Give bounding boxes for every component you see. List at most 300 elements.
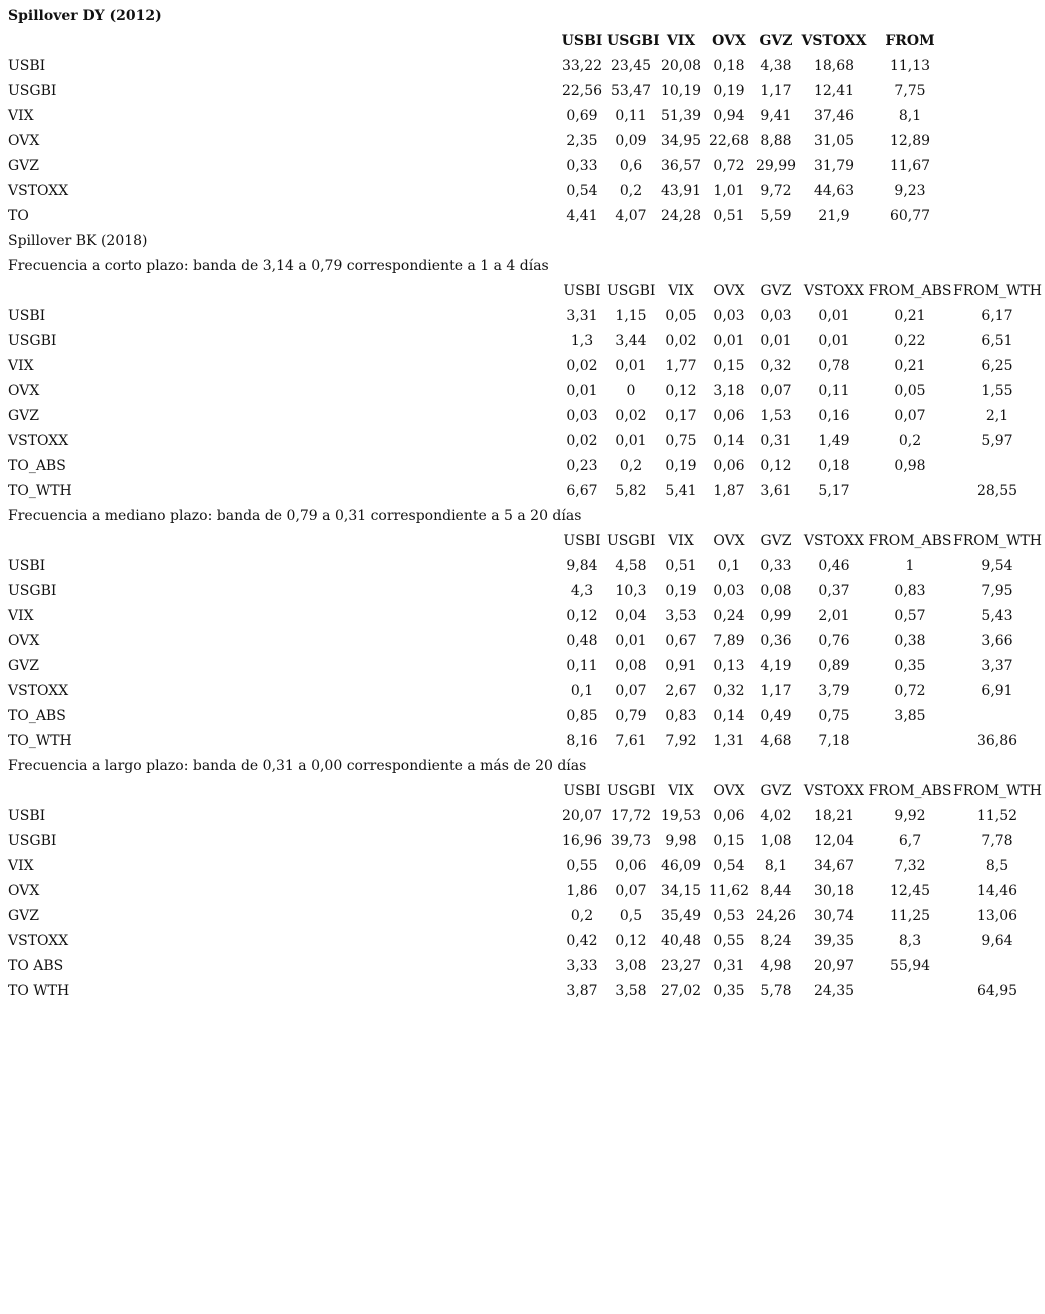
table-cell: 0,42 bbox=[566, 933, 598, 949]
table-cell: 0,54 bbox=[713, 858, 745, 874]
table-cell: 0,75 bbox=[665, 433, 697, 449]
row-label: VIX bbox=[8, 858, 34, 874]
table-cell: 4,3 bbox=[570, 583, 594, 599]
table-cell: 6,91 bbox=[981, 683, 1013, 699]
table-cell: 6,7 bbox=[898, 833, 922, 849]
table-cell: 0,32 bbox=[760, 358, 792, 374]
table-cell: 6,17 bbox=[981, 308, 1013, 324]
spillover-sheet bbox=[0, 4, 1045, 1004]
table-cell: 6,51 bbox=[981, 333, 1013, 349]
bk-title-row bbox=[0, 229, 1045, 254]
table-cell: 36,57 bbox=[660, 158, 702, 174]
table-cell bbox=[868, 979, 952, 1004]
table-cell: 22,56 bbox=[561, 83, 603, 99]
table-cell: 0,02 bbox=[665, 333, 697, 349]
table-cell: 0,1 bbox=[717, 558, 741, 574]
dy-title: Spillover DY (2012) bbox=[8, 8, 162, 24]
table-cell: 0,14 bbox=[713, 708, 745, 724]
row-label: VSTOXX bbox=[8, 433, 69, 449]
column-header: VIX bbox=[668, 283, 694, 299]
table-cell: 0,1 bbox=[570, 683, 594, 699]
section-title: Frecuencia a mediano plazo: banda de 0,79 a 0,31 correspondiente a 5 a 20 días bbox=[8, 508, 582, 524]
table-cell: 14,46 bbox=[976, 883, 1018, 899]
table-cell: 11,67 bbox=[889, 158, 931, 174]
table-cell: 1,49 bbox=[818, 433, 850, 449]
table-cell: 9,54 bbox=[981, 558, 1013, 574]
table-cell: 7,95 bbox=[981, 583, 1013, 599]
table-cell: 7,89 bbox=[713, 633, 745, 649]
table-cell: 9,23 bbox=[894, 183, 926, 199]
table-cell: 1,08 bbox=[760, 833, 792, 849]
table-cell: 55,94 bbox=[889, 958, 931, 974]
table-cell: 0,01 bbox=[818, 308, 850, 324]
table-cell: 5,43 bbox=[981, 608, 1013, 624]
table-cell bbox=[953, 454, 1041, 479]
column-header: USBI bbox=[563, 283, 601, 299]
table-cell: 0,57 bbox=[894, 608, 926, 624]
table-cell: 0,14 bbox=[713, 433, 745, 449]
table-cell: 3,31 bbox=[566, 308, 598, 324]
table-cell: 0,07 bbox=[760, 383, 792, 399]
table-cell: 6,25 bbox=[981, 358, 1013, 374]
table-row bbox=[0, 954, 1045, 979]
table-cell bbox=[868, 729, 952, 754]
section-title: Frecuencia a corto plazo: banda de 3,14 a 0,79 correspondiente a 1 a 4 días bbox=[8, 258, 549, 274]
column-header: OVX bbox=[712, 33, 746, 49]
column-header: USGBI bbox=[607, 283, 656, 299]
table-cell: 4,02 bbox=[760, 808, 792, 824]
table-row bbox=[0, 354, 1045, 379]
column-header: USGBI bbox=[607, 33, 660, 49]
section-title-row bbox=[0, 754, 1045, 779]
column-header: FROM_WTH bbox=[953, 283, 1043, 299]
table-row bbox=[0, 804, 1045, 829]
table-cell: 1,3 bbox=[570, 333, 594, 349]
table-row bbox=[0, 629, 1045, 654]
column-header: VIX bbox=[668, 783, 694, 799]
table-cell: 5,59 bbox=[760, 208, 792, 224]
table-row bbox=[0, 454, 1045, 479]
table-cell: 12,45 bbox=[889, 883, 931, 899]
table-cell: 8,44 bbox=[760, 883, 792, 899]
column-header: VIX bbox=[666, 33, 696, 49]
table-cell: 12,89 bbox=[889, 133, 931, 149]
row-label: GVZ bbox=[8, 158, 40, 174]
table-cell: 22,68 bbox=[708, 133, 750, 149]
table-cell: 0,08 bbox=[615, 658, 647, 674]
table-cell: 0,06 bbox=[615, 858, 647, 874]
table-cell: 2,35 bbox=[566, 133, 598, 149]
table-cell: 8,88 bbox=[760, 133, 792, 149]
section-title: Frecuencia a largo plazo: banda de 0,31 a 0,00 correspondiente a más de 20 días bbox=[8, 758, 587, 774]
row-label: GVZ bbox=[8, 658, 40, 674]
table-cell: 30,74 bbox=[813, 908, 855, 924]
table-cell: 5,78 bbox=[760, 983, 792, 999]
table-cell: 8,5 bbox=[985, 858, 1009, 874]
table-cell: 39,73 bbox=[610, 833, 652, 849]
table-row bbox=[0, 79, 1045, 104]
table-cell: 3,66 bbox=[981, 633, 1013, 649]
column-header: FROM_WTH bbox=[953, 533, 1043, 549]
table-cell: 0,11 bbox=[615, 108, 647, 124]
table-row bbox=[0, 854, 1045, 879]
table-cell: 0,85 bbox=[566, 708, 598, 724]
table-cell: 9,98 bbox=[665, 833, 697, 849]
column-header: GVZ bbox=[760, 783, 792, 799]
table-cell: 0,32 bbox=[713, 683, 745, 699]
table-cell: 0,46 bbox=[818, 558, 850, 574]
table-cell: 0,75 bbox=[818, 708, 850, 724]
table-cell bbox=[953, 704, 1041, 729]
table-cell: 0,19 bbox=[665, 583, 697, 599]
table-row bbox=[0, 329, 1045, 354]
table-row bbox=[0, 429, 1045, 454]
table-cell: 0,31 bbox=[713, 958, 745, 974]
table-cell: 0 bbox=[626, 383, 636, 399]
table-cell: 35,49 bbox=[660, 908, 702, 924]
table-cell: 5,97 bbox=[981, 433, 1013, 449]
table-row bbox=[0, 154, 1045, 179]
table-cell: 0,05 bbox=[665, 308, 697, 324]
dy-title-row bbox=[0, 4, 1045, 29]
table-cell: 16,96 bbox=[561, 833, 603, 849]
table-cell: 3,08 bbox=[615, 958, 647, 974]
table-cell: 10,3 bbox=[615, 583, 647, 599]
row-label: VSTOXX bbox=[8, 183, 69, 199]
table-cell: 0,5 bbox=[619, 908, 643, 924]
table-cell: 0,03 bbox=[566, 408, 598, 424]
column-header: USBI bbox=[561, 33, 603, 49]
table-cell: 0,01 bbox=[615, 433, 647, 449]
table-cell bbox=[868, 479, 952, 504]
table-cell: 0,67 bbox=[665, 633, 697, 649]
row-label: TO WTH bbox=[8, 983, 70, 999]
table-cell: 1,77 bbox=[665, 358, 697, 374]
table-row bbox=[0, 979, 1045, 1004]
table-cell: 0,6 bbox=[619, 158, 643, 174]
table-cell: 3,87 bbox=[566, 983, 598, 999]
table-cell: 27,02 bbox=[660, 983, 702, 999]
table-cell: 0,01 bbox=[615, 358, 647, 374]
table-cell: 11,52 bbox=[976, 808, 1018, 824]
column-header: OVX bbox=[713, 283, 745, 299]
table-cell: 0,33 bbox=[760, 558, 792, 574]
table-cell: 0,03 bbox=[760, 308, 792, 324]
table-cell: 3,44 bbox=[615, 333, 647, 349]
dy-table-body bbox=[0, 54, 1045, 229]
row-label: VIX bbox=[8, 108, 34, 124]
table-cell: 8,1 bbox=[898, 108, 922, 124]
table-cell: 0,19 bbox=[665, 458, 697, 474]
table-cell: 1,31 bbox=[713, 733, 745, 749]
table-cell: 40,48 bbox=[660, 933, 702, 949]
table-cell: 17,72 bbox=[610, 808, 652, 824]
table-row bbox=[0, 204, 1045, 229]
table-cell: 0,01 bbox=[818, 333, 850, 349]
table-cell: 0,12 bbox=[615, 933, 647, 949]
column-header: USBI bbox=[563, 533, 601, 549]
table-cell: 34,95 bbox=[660, 133, 702, 149]
row-label: TO ABS bbox=[8, 958, 64, 974]
table-cell: 0,06 bbox=[713, 408, 745, 424]
table-cell: 0,16 bbox=[818, 408, 850, 424]
table-cell: 7,32 bbox=[894, 858, 926, 874]
table-cell: 0,19 bbox=[713, 83, 745, 99]
table-cell: 1,01 bbox=[713, 183, 745, 199]
table-cell: 0,21 bbox=[894, 358, 926, 374]
table-cell: 0,01 bbox=[615, 633, 647, 649]
table-cell: 13,06 bbox=[976, 908, 1018, 924]
table-cell: 0,48 bbox=[566, 633, 598, 649]
table-cell: 4,58 bbox=[615, 558, 647, 574]
column-header: USGBI bbox=[607, 533, 656, 549]
table-cell: 3,53 bbox=[665, 608, 697, 624]
bk-title: Spillover BK (2018) bbox=[8, 233, 148, 249]
column-header: VSTOXX bbox=[803, 533, 865, 549]
table-cell: 0,06 bbox=[713, 458, 745, 474]
column-header: GVZ bbox=[759, 33, 793, 49]
column-header: VSTOXX bbox=[803, 283, 865, 299]
section-title-row bbox=[0, 254, 1045, 279]
table-cell: 23,45 bbox=[610, 58, 652, 74]
table-cell: 0,55 bbox=[566, 858, 598, 874]
table-cell: 0,69 bbox=[566, 108, 598, 124]
row-label: OVX bbox=[8, 633, 40, 649]
table-cell: 0,17 bbox=[665, 408, 697, 424]
table-cell: 43,91 bbox=[660, 183, 702, 199]
column-header: OVX bbox=[713, 533, 745, 549]
table-cell: 0,89 bbox=[818, 658, 850, 674]
table-cell: 0,24 bbox=[713, 608, 745, 624]
table-cell: 0,02 bbox=[566, 433, 598, 449]
table-row bbox=[0, 604, 1045, 629]
table-row bbox=[0, 554, 1045, 579]
table-cell: 6,67 bbox=[566, 483, 598, 499]
table-cell: 0,03 bbox=[713, 583, 745, 599]
row-label: OVX bbox=[8, 383, 40, 399]
table-cell: 0,13 bbox=[713, 658, 745, 674]
table-cell: 0,55 bbox=[713, 933, 745, 949]
table-cell: 0,53 bbox=[713, 908, 745, 924]
table-cell: 0,21 bbox=[894, 308, 926, 324]
row-label: USBI bbox=[8, 58, 46, 74]
table-cell: 0,37 bbox=[818, 583, 850, 599]
section-header-row bbox=[0, 529, 1045, 554]
table-row bbox=[0, 929, 1045, 954]
table-cell: 53,47 bbox=[610, 83, 652, 99]
table-cell: 1,15 bbox=[615, 308, 647, 324]
row-label: VSTOXX bbox=[8, 683, 69, 699]
table-row bbox=[0, 104, 1045, 129]
row-label: OVX bbox=[8, 883, 40, 899]
table-cell: 0,07 bbox=[894, 408, 926, 424]
table-cell: 12,04 bbox=[813, 833, 855, 849]
table-cell: 10,19 bbox=[660, 83, 702, 99]
table-row bbox=[0, 379, 1045, 404]
table-cell: 0,18 bbox=[713, 58, 745, 74]
column-header: OVX bbox=[713, 783, 745, 799]
table-cell: 0,02 bbox=[615, 408, 647, 424]
table-cell: 7,92 bbox=[665, 733, 697, 749]
table-cell: 3,61 bbox=[760, 483, 792, 499]
table-cell: 4,38 bbox=[760, 58, 792, 74]
table-cell: 24,28 bbox=[660, 208, 702, 224]
table-cell bbox=[953, 954, 1041, 979]
table-cell: 0,94 bbox=[713, 108, 745, 124]
column-header: FROM_ABS bbox=[868, 283, 952, 299]
table-cell: 8,24 bbox=[760, 933, 792, 949]
table-cell: 1 bbox=[905, 558, 915, 574]
column-header: FROM_WTH bbox=[953, 783, 1043, 799]
row-label: USGBI bbox=[8, 333, 57, 349]
column-header: FROM_ABS bbox=[868, 783, 952, 799]
dy-header-row bbox=[0, 29, 1045, 54]
table-cell: 1,86 bbox=[566, 883, 598, 899]
table-cell: 23,27 bbox=[660, 958, 702, 974]
column-header: VIX bbox=[668, 533, 694, 549]
table-cell: 0,2 bbox=[619, 458, 643, 474]
table-cell: 0,01 bbox=[760, 333, 792, 349]
table-cell: 21,9 bbox=[818, 208, 850, 224]
table-cell: 1,17 bbox=[760, 83, 792, 99]
table-cell: 37,46 bbox=[813, 108, 855, 124]
table-cell: 20,07 bbox=[561, 808, 603, 824]
table-cell: 0,2 bbox=[619, 183, 643, 199]
table-cell: 4,19 bbox=[760, 658, 792, 674]
column-header: USGBI bbox=[607, 783, 656, 799]
table-row bbox=[0, 304, 1045, 329]
table-cell: 1,17 bbox=[760, 683, 792, 699]
table-row bbox=[0, 179, 1045, 204]
table-cell: 9,41 bbox=[760, 108, 792, 124]
table-cell: 0,06 bbox=[713, 808, 745, 824]
table-cell: 12,41 bbox=[813, 83, 855, 99]
table-cell: 31,79 bbox=[813, 158, 855, 174]
table-cell: 0,38 bbox=[894, 633, 926, 649]
table-cell: 24,26 bbox=[755, 908, 797, 924]
table-cell: 19,53 bbox=[660, 808, 702, 824]
column-header: GVZ bbox=[760, 533, 792, 549]
table-cell: 4,41 bbox=[566, 208, 598, 224]
table-cell: 2,1 bbox=[985, 408, 1009, 424]
table-cell: 3,37 bbox=[981, 658, 1013, 674]
row-label: TO_ABS bbox=[8, 458, 66, 474]
table-cell: 8,1 bbox=[764, 858, 788, 874]
row-label: TO_WTH bbox=[8, 483, 72, 499]
row-label: TO_WTH bbox=[8, 733, 72, 749]
table-cell: 1,53 bbox=[760, 408, 792, 424]
table-cell: 0,2 bbox=[898, 433, 922, 449]
table-cell: 0,35 bbox=[713, 983, 745, 999]
table-cell: 0,2 bbox=[570, 908, 594, 924]
table-cell: 9,84 bbox=[566, 558, 598, 574]
row-label: USBI bbox=[8, 308, 46, 324]
table-cell: 0,72 bbox=[713, 158, 745, 174]
table-cell: 3,33 bbox=[566, 958, 598, 974]
table-cell: 24,35 bbox=[813, 983, 855, 999]
table-row bbox=[0, 579, 1045, 604]
table-cell: 0,91 bbox=[665, 658, 697, 674]
table-cell: 8,16 bbox=[566, 733, 598, 749]
table-cell: 5,41 bbox=[665, 483, 697, 499]
table-cell: 0,23 bbox=[566, 458, 598, 474]
table-cell: 0,33 bbox=[566, 158, 598, 174]
table-cell: 0,12 bbox=[760, 458, 792, 474]
row-label: VIX bbox=[8, 358, 34, 374]
table-cell: 7,75 bbox=[894, 83, 926, 99]
table-cell: 1,87 bbox=[713, 483, 745, 499]
table-cell: 0,05 bbox=[894, 383, 926, 399]
table-cell: 34,15 bbox=[660, 883, 702, 899]
table-cell: 0,18 bbox=[818, 458, 850, 474]
table-cell: 2,67 bbox=[665, 683, 697, 699]
table-cell: 0,01 bbox=[566, 383, 598, 399]
table-cell: 36,86 bbox=[976, 733, 1018, 749]
table-cell: 11,25 bbox=[889, 908, 931, 924]
table-cell: 4,07 bbox=[615, 208, 647, 224]
table-row bbox=[0, 704, 1045, 729]
table-cell: 0,72 bbox=[894, 683, 926, 699]
table-cell: 0,35 bbox=[894, 658, 926, 674]
table-row bbox=[0, 679, 1045, 704]
table-cell: 0,51 bbox=[665, 558, 697, 574]
table-cell: 5,82 bbox=[615, 483, 647, 499]
table-cell: 2,01 bbox=[818, 608, 850, 624]
table-cell: 0,31 bbox=[760, 433, 792, 449]
column-header: GVZ bbox=[760, 283, 792, 299]
row-label: TO_ABS bbox=[8, 708, 66, 724]
table-cell: 0,02 bbox=[566, 358, 598, 374]
section-header-row bbox=[0, 279, 1045, 304]
table-cell: 33,22 bbox=[561, 58, 603, 74]
table-cell: 4,98 bbox=[760, 958, 792, 974]
table-cell: 0,07 bbox=[615, 883, 647, 899]
table-cell: 1,55 bbox=[981, 383, 1013, 399]
table-cell: 44,63 bbox=[813, 183, 855, 199]
table-row bbox=[0, 904, 1045, 929]
row-label: GVZ bbox=[8, 908, 40, 924]
bk-sections bbox=[0, 254, 1045, 1004]
table-cell: 29,99 bbox=[755, 158, 797, 174]
table-row bbox=[0, 54, 1045, 79]
table-row bbox=[0, 829, 1045, 854]
column-header: VSTOXX bbox=[803, 783, 865, 799]
table-cell: 0,01 bbox=[713, 333, 745, 349]
table-cell: 0,99 bbox=[760, 608, 792, 624]
table-row bbox=[0, 479, 1045, 504]
table-cell: 4,68 bbox=[760, 733, 792, 749]
table-cell: 7,78 bbox=[981, 833, 1013, 849]
table-row bbox=[0, 879, 1045, 904]
table-cell: 18,21 bbox=[813, 808, 855, 824]
row-label: USGBI bbox=[8, 833, 57, 849]
table-cell: 9,92 bbox=[894, 808, 926, 824]
table-cell: 11,13 bbox=[889, 58, 931, 74]
column-header: FROM bbox=[885, 33, 935, 49]
table-cell: 3,58 bbox=[615, 983, 647, 999]
table-row bbox=[0, 404, 1045, 429]
row-label: USGBI bbox=[8, 83, 57, 99]
table-cell: 7,18 bbox=[818, 733, 850, 749]
table-cell: 5,17 bbox=[818, 483, 850, 499]
table-cell: 0,15 bbox=[713, 833, 745, 849]
table-cell: 0,83 bbox=[894, 583, 926, 599]
row-label: USGBI bbox=[8, 583, 57, 599]
table-cell: 3,18 bbox=[713, 383, 745, 399]
table-cell: 20,08 bbox=[660, 58, 702, 74]
row-label: VSTOXX bbox=[8, 933, 69, 949]
table-cell: 51,39 bbox=[660, 108, 702, 124]
